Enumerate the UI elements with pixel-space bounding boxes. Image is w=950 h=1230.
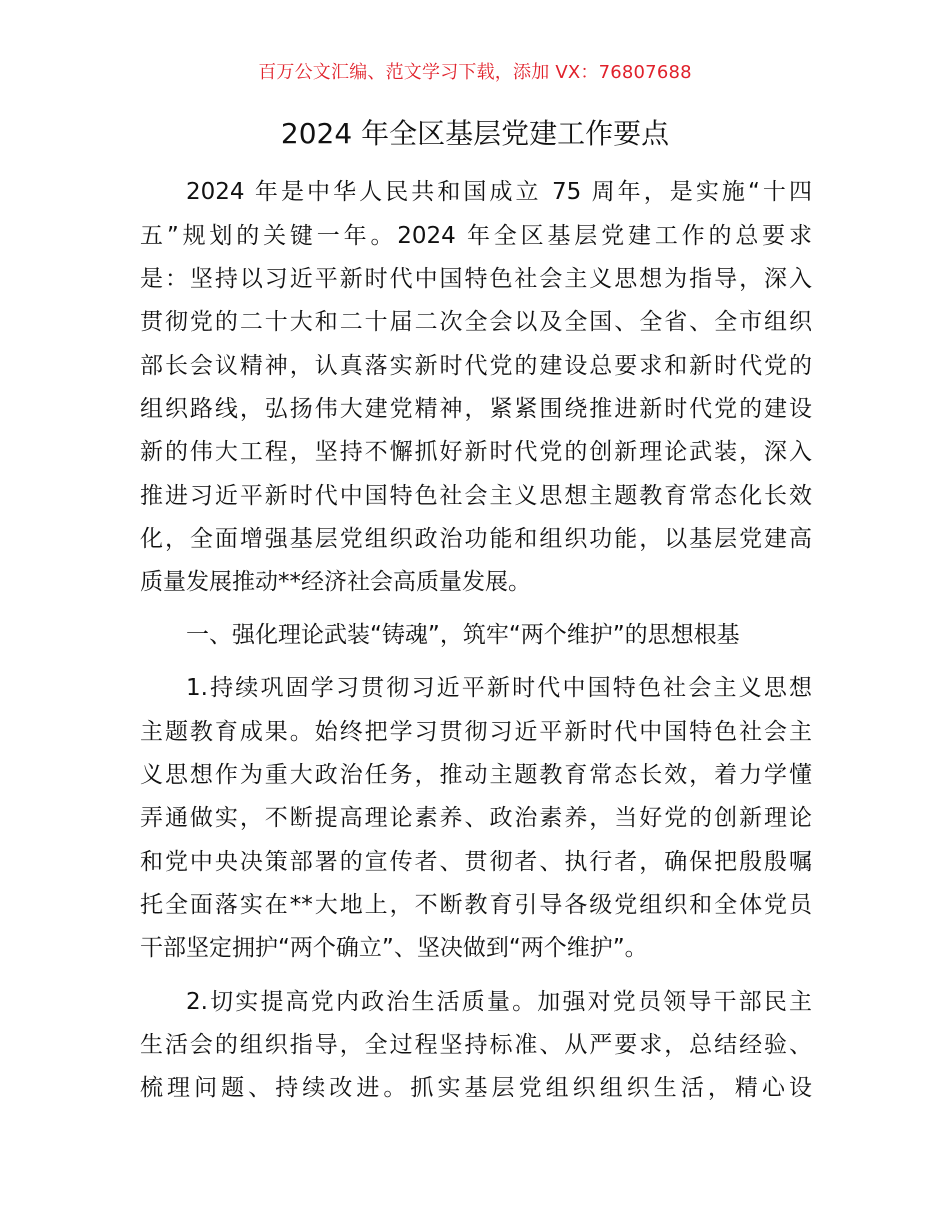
paragraph-line: 弄通做实，不断提高理论素养、政治素养，当好党的创新理论 bbox=[140, 805, 812, 831]
paragraph-line: 新的伟大工程，坚持不懈抓好新时代党的创新理论武装，深入 bbox=[140, 439, 812, 465]
paragraph-line: 2024 年是中华人民共和国成立 75 周年，是实施“十四 bbox=[186, 179, 812, 205]
paragraph-line: 托全面落实在**大地上，不断教育引导各级党组织和全体党员 bbox=[140, 892, 812, 918]
paragraph-line: 干部坚定拥护“两个确立”、坚决做到“两个维护”。 bbox=[140, 935, 648, 961]
paragraph-line: 2.切实提高党内政治生活质量。加强对党员领导干部民主 bbox=[186, 989, 812, 1015]
watermark-header: 百万公文汇编、范文学习下载，添加 VX：76807688 bbox=[258, 62, 692, 83]
paragraph-line: 生活会的组织指导，全过程坚持标准、从严要求，总结经验、 bbox=[140, 1032, 812, 1058]
section-heading: 一、强化理论武装“铸魂”，筑牢“两个维护”的思想根基 bbox=[186, 622, 740, 648]
paragraph-line: 推进习近平新时代中国特色社会主义思想主题教育常态化长效 bbox=[140, 483, 812, 509]
paragraph-line: 梳理问题、持续改进。抓实基层党组织组织生活，精心设 bbox=[140, 1075, 812, 1101]
paragraph-line: 部长会议精神，认真落实新时代党的建设总要求和新时代党的 bbox=[140, 353, 812, 379]
paragraph-line: 化，全面增强基层党组织政治功能和组织功能，以基层党建高 bbox=[140, 526, 812, 552]
paragraph-line: 组织路线，弘扬伟大建党精神，紧紧围绕推进新时代党的建设 bbox=[140, 396, 812, 422]
paragraph-line: 义思想作为重大政治任务，推动主题教育常态长效，着力学懂 bbox=[140, 762, 812, 788]
paragraph-line: 1.持续巩固学习贯彻习近平新时代中国特色社会主义思想 bbox=[186, 675, 812, 701]
document-title: 2024 年全区基层党建工作要点 bbox=[280, 117, 670, 150]
paragraph-line: 主题教育成果。始终把学习贯彻习近平新时代中国特色社会主 bbox=[140, 719, 812, 745]
paragraph-line: 和党中央决策部署的宣传者、贯彻者、执行者，确保把殷殷嘱 bbox=[140, 849, 812, 875]
paragraph-line: 贯彻党的二十大和二十届二次全会以及全国、全省、全市组织 bbox=[140, 309, 812, 335]
paragraph-line: 五”规划的关键一年。2024 年全区基层党建工作的总要求 bbox=[140, 223, 812, 249]
paragraph-line: 是：坚持以习近平新时代中国特色社会主义思想为指导，深入 bbox=[140, 266, 812, 292]
paragraph-line: 质量发展推动**经济社会高质量发展。 bbox=[140, 569, 531, 595]
